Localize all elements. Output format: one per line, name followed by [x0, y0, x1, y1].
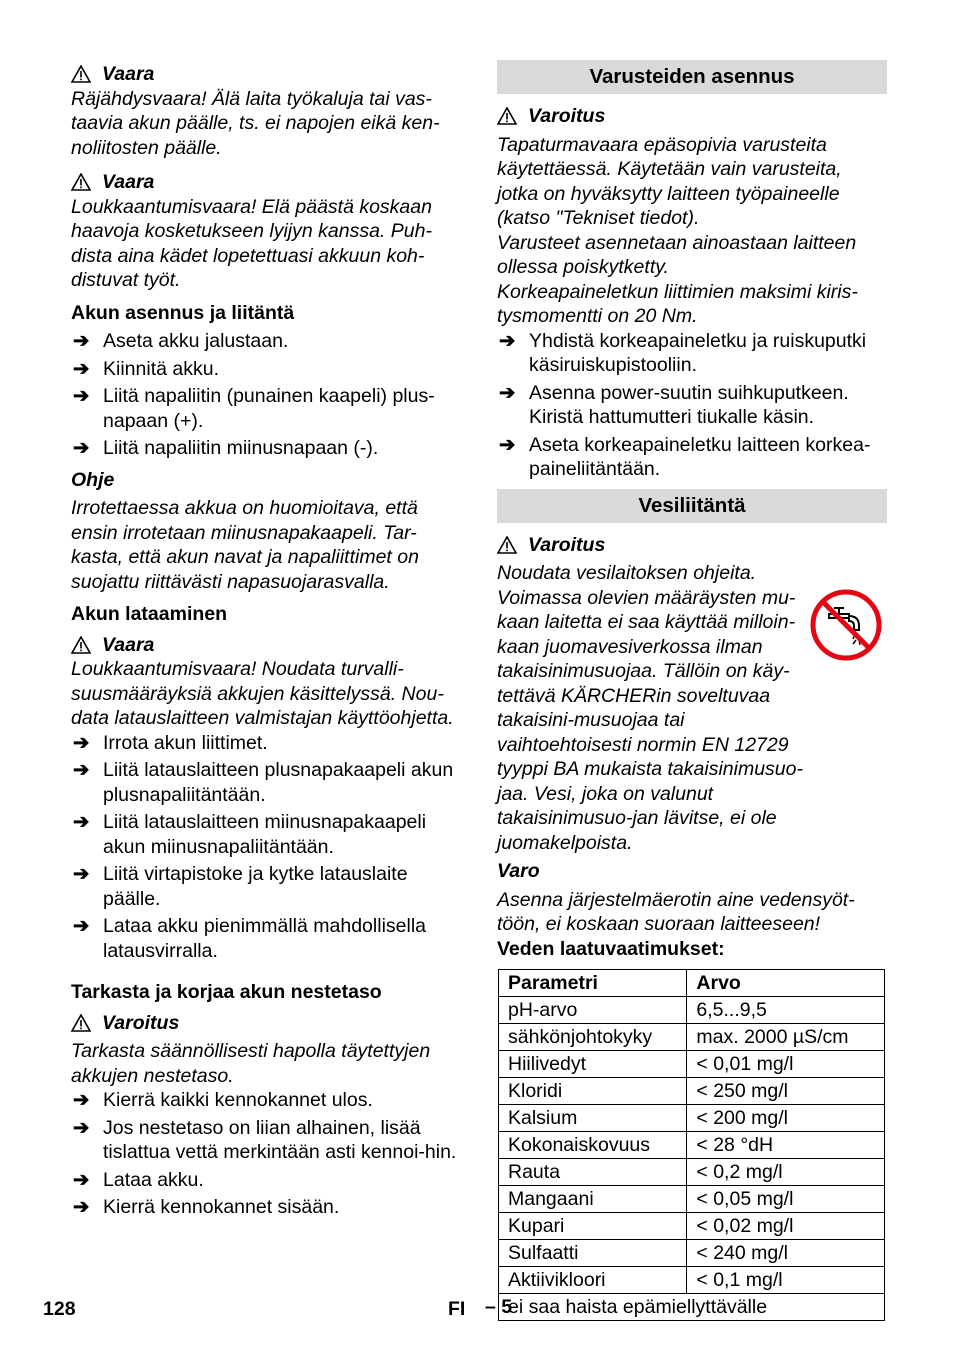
arrow-right-icon: ➔ — [73, 1089, 90, 1111]
warning-heading — [71, 1011, 463, 1036]
section-heading: Veden laatuvaatimukset: — [497, 937, 725, 960]
language-code: FI — [448, 1298, 466, 1320]
section-heading: Akun lataaminen — [71, 603, 228, 625]
list-item: ➔ Liitä napaliitin miinusnapaan (-). — [73, 437, 379, 459]
step-list — [497, 329, 887, 482]
list-item: ➔ Kierrä kennokannet sisään. — [73, 1196, 340, 1218]
warning-text: Tapaturmavaara epäsopivia varusteita käytettäessä. Käytetään vain varusteita, jotka on hyväksytty laitteen työpaineelle (katso "Tekniset tiedot). — [497, 133, 842, 229]
list-item: ➔ Yhdistä korkeapaineletku ja ruiskuputki käsiruiskupistooliin. — [499, 329, 867, 376]
left-column — [71, 60, 463, 1223]
table-row — [499, 1078, 885, 1105]
list-item: ➔ Liitä latauslaitteen plusnapakaapeli akun plusnapaliitäntään. — [73, 759, 454, 806]
warning-heading — [71, 170, 463, 195]
table-cell: < 0,02 mg/l — [687, 1213, 885, 1240]
warning-triangle-icon — [497, 536, 517, 554]
page-number: 128 — [43, 1298, 76, 1320]
arrow-right-icon: ➔ — [73, 1196, 90, 1218]
warning-heading — [497, 533, 887, 558]
warning-text: Tarkasta säännöllisesti hapolla täytettyjen akkujen nestetaso. — [71, 1040, 431, 1087]
table-row — [499, 1132, 885, 1159]
list-item: ➔ Aseta akku jalustaan. — [73, 330, 289, 352]
table-cell: < 0,05 mg/l — [687, 1186, 885, 1213]
arrow-right-icon: ➔ — [73, 759, 90, 781]
table-row — [499, 997, 885, 1024]
table-cell: Kokonaiskovuus — [499, 1132, 687, 1159]
arrow-right-icon: ➔ — [73, 1116, 90, 1139]
list-item: ➔ Kierrä kaikki kennokannet ulos. — [73, 1089, 373, 1111]
warning-label: Vaara — [102, 633, 155, 656]
list-item: ➔ Jos nestetaso on liian alhainen, lisää tislattua vettä merkintään asti kennoi-hin. — [73, 1116, 457, 1163]
table-row — [499, 1240, 885, 1267]
table-row — [499, 1105, 885, 1132]
warning-label: Varoitus — [102, 1011, 180, 1034]
list-item: ➔ Lataa akku. — [73, 1168, 204, 1191]
warning-triangle-icon — [497, 107, 517, 125]
table-cell: sähkönjohtokyky — [499, 1024, 687, 1051]
arrow-right-icon: ➔ — [73, 330, 90, 352]
warning-triangle-icon — [71, 1014, 91, 1032]
table-header: Arvo — [687, 970, 885, 997]
table-cell: Mangaani — [499, 1186, 687, 1213]
warning-text: Noudata vesilaitoksen ohjeita. — [497, 562, 757, 584]
table-cell: Kalsium — [499, 1105, 687, 1132]
table-cell: Kloridi — [499, 1078, 687, 1105]
table-row — [499, 1267, 885, 1294]
table-cell: Kupari — [499, 1213, 687, 1240]
warning-label: Varoitus — [528, 533, 606, 556]
warning-heading — [497, 104, 887, 129]
table-cell: < 250 mg/l — [687, 1078, 885, 1105]
note-text: Irrotettaessa akkua on huomioitava, että ensin irrotetaan miinusnapakaapeli. Tar-kasta, että akun navat ja napaliittimet on suojattu riittävästi napasuojarasvalla. — [71, 497, 419, 593]
warning-text: Korkeapaineletkun liittimien maksimi kiris-tysmomentti on 20 Nm. — [497, 280, 858, 327]
table-row — [499, 1186, 885, 1213]
arrow-right-icon: ➔ — [499, 433, 516, 456]
table-cell: < 0,1 mg/l — [687, 1267, 885, 1294]
warning-label: Vaara — [102, 171, 155, 193]
warning-text: Räjähdysvaara! Älä laita työkaluja tai vas-taavia akun päälle, ts. ei napojen eikä ken-noliitosten päälle. — [71, 87, 440, 159]
arrow-right-icon: ➔ — [73, 731, 90, 754]
table-row — [499, 1159, 885, 1186]
table-row — [499, 1213, 885, 1240]
list-item: ➔ Liitä virtapistoke ja kytke latauslaite päälle. — [73, 863, 408, 910]
table-cell: < 200 mg/l — [687, 1105, 885, 1132]
table-cell: < 28 °dH — [687, 1132, 885, 1159]
table-header-row — [499, 970, 885, 997]
warning-text: Voimassa olevien määräysten mu-kaan laitetta ei saa käyttää milloin-kaan juomavesiverkossa ilman takaisinimusuojaa. Tällöin on käy-tettävä KÄRCHERin soveltuvaa takaisini-musuojaa tai vaihtoehtoisesti normin EN 12729 tyyppi BA mukaista takaisinimusuo-jaa. Vesi, joka on valunut takaisinimusuo-jan lävitse, ei ole juomakelpoista. — [497, 586, 803, 854]
warning-heading — [71, 62, 463, 87]
arrow-right-icon: ➔ — [73, 811, 90, 833]
sub-page-number: – 5 — [485, 1296, 513, 1318]
table-header: Parametri — [499, 970, 687, 997]
arrow-right-icon: ➔ — [73, 437, 90, 459]
caution-text: Asenna järjestelmäerotin aine vedensyöt-töön, ei koskaan suoraan laitteeseen! — [497, 888, 855, 935]
table-cell: 6,5...9,5 — [687, 997, 885, 1024]
table-row — [499, 1051, 885, 1078]
warning-text: Loukkaantumisvaara! Noudata turvalli-suusmääräyksiä akkujen käsittelyssä. Nou-data latauslaitteen valmistajan käyttöohjetta. — [71, 658, 454, 729]
section-title: Varusteiden asennus — [497, 60, 887, 94]
list-item: ➔ Liitä napaliitin (punainen kaapeli) plus-napaan (+). — [73, 385, 435, 432]
caution-label: Varo — [497, 860, 540, 882]
arrow-right-icon: ➔ — [73, 915, 90, 937]
list-item: ➔ Asenna power-suutin suihkuputkeen. Kiristä hattumutteri tiukalle käsin. — [499, 381, 849, 428]
warning-heading — [71, 633, 463, 658]
table-cell: Aktiivikloori — [499, 1267, 687, 1294]
table-cell: Rauta — [499, 1159, 687, 1186]
arrow-right-icon: ➔ — [73, 863, 90, 885]
list-item: ➔ Irrota akun liittimet. — [73, 731, 268, 754]
table-row — [499, 1024, 885, 1051]
warning-triangle-icon — [71, 636, 91, 654]
arrow-right-icon: ➔ — [499, 381, 516, 404]
table-cell: < 0,2 mg/l — [687, 1159, 885, 1186]
warning-text: Varusteet asennetaan ainoastaan laitteen ollessa poiskytketty. — [497, 231, 857, 278]
section-title: Vesiliitäntä — [497, 489, 887, 523]
table-cell: pH-arvo — [499, 997, 687, 1024]
arrow-right-icon: ➔ — [73, 357, 90, 380]
table-row — [499, 1294, 885, 1321]
section-heading: Akun asennus ja liitäntä — [71, 301, 295, 324]
section-heading: Tarkasta ja korjaa akun nestetaso — [71, 981, 382, 1003]
list-item: ➔ Aseta korkeapaineletku laitteen korkea-paineliitäntään. — [499, 433, 871, 480]
right-column — [497, 60, 887, 1321]
table-cell: max. 2000 µS/cm — [687, 1024, 885, 1051]
list-item: ➔ Kiinnitä akku. — [73, 357, 219, 380]
arrow-right-icon: ➔ — [499, 329, 516, 352]
warning-label: Vaara — [102, 63, 155, 85]
warning-triangle-icon — [71, 65, 91, 83]
table-cell: Sulfaatti — [499, 1240, 687, 1267]
warning-label: Varoitus — [528, 105, 606, 127]
no-drinking-water-icon — [809, 588, 883, 662]
note-label: Ohje — [71, 468, 115, 491]
list-item: ➔ Lataa akku pienimmällä mahdollisella latausvirralla. — [73, 915, 427, 962]
table-cell: < 240 mg/l — [687, 1240, 885, 1267]
step-list — [71, 329, 463, 461]
step-list — [71, 731, 463, 964]
step-list — [71, 1088, 463, 1220]
arrow-right-icon: ➔ — [73, 385, 90, 407]
list-item: ➔ Liitä latauslaitteen miinusnapakaapeli akun miinusnapaliitäntään. — [73, 811, 427, 858]
arrow-right-icon: ➔ — [73, 1168, 90, 1191]
table-cell: < 0,01 mg/l — [687, 1051, 885, 1078]
table-cell: ei saa haista epämiellyttävälle — [499, 1294, 885, 1321]
warning-triangle-icon — [71, 173, 91, 191]
table-cell: Hiilivedyt — [499, 1051, 687, 1078]
water-quality-table — [498, 969, 885, 1321]
warning-text: Loukkaantumisvaara! Elä päästä koskaan haavoja kosketukseen lyijyn kanssa. Puh-dista aina kädet lopetettuasi akkuun koh-distuvat työt. — [71, 195, 432, 291]
